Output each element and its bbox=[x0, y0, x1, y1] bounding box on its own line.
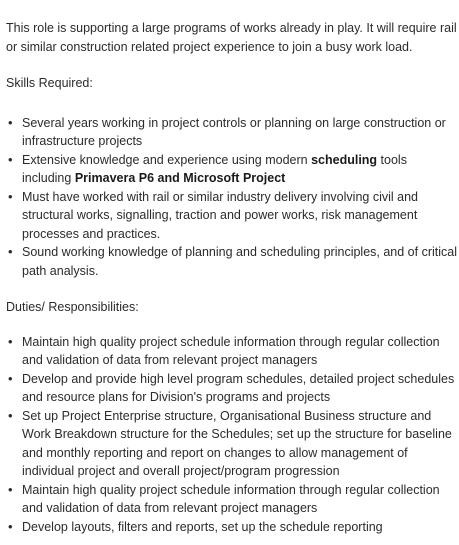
duties-heading: Duties/ Responsibilities: bbox=[6, 300, 139, 314]
skills-heading: Skills Required: bbox=[6, 76, 93, 90]
list-item: • Maintain high quality project schedule information through regular collection and validation of data from relevant project managers bbox=[6, 333, 457, 370]
skills-list bbox=[6, 114, 457, 281]
skill-emphasis: Primavera P6 and Microsoft Project bbox=[74, 171, 286, 185]
list-item: • Must have worked with rail or similar industry delivery involving civil and structural works, signalling, traction and power works, risk management processes and practices. bbox=[6, 188, 457, 244]
list-item: • Set up Project Enterprise structure, Organisational Business structure and Work Breakdown structure for the Schedules; set up the structure for baseline and monthly reporting and report on changes to allow management of individual project and overall project/program progression bbox=[6, 407, 457, 481]
list-item: • Sound working knowledge of planning and scheduling principles, and of critical path analysis. bbox=[6, 243, 457, 280]
skill-text: tools including bbox=[22, 152, 407, 185]
duties-list bbox=[6, 333, 457, 537]
list-item: • Develop and provide high level program schedules, detailed project schedules and resource plans for Division's programs and projects bbox=[6, 370, 457, 407]
list-item bbox=[6, 151, 457, 188]
list-item: • Several years working in project controls or planning on large construction or infrastructure projects bbox=[6, 114, 457, 151]
list-item: • Maintain high quality project schedule information through regular collection and validation of data from relevant project managers bbox=[6, 481, 457, 518]
skill-text: Extensive knowledge and experience using modern bbox=[22, 152, 312, 167]
intro-paragraph: This role is supporting a large programs of works already in play. It will require rail or similar construction related project experience to join a busy work load. bbox=[6, 21, 457, 54]
list-item: • Develop layouts, filters and reports, set up the schedule reporting bbox=[6, 518, 457, 537]
skill-emphasis: scheduling bbox=[311, 152, 378, 167]
job-description bbox=[6, 19, 457, 536]
